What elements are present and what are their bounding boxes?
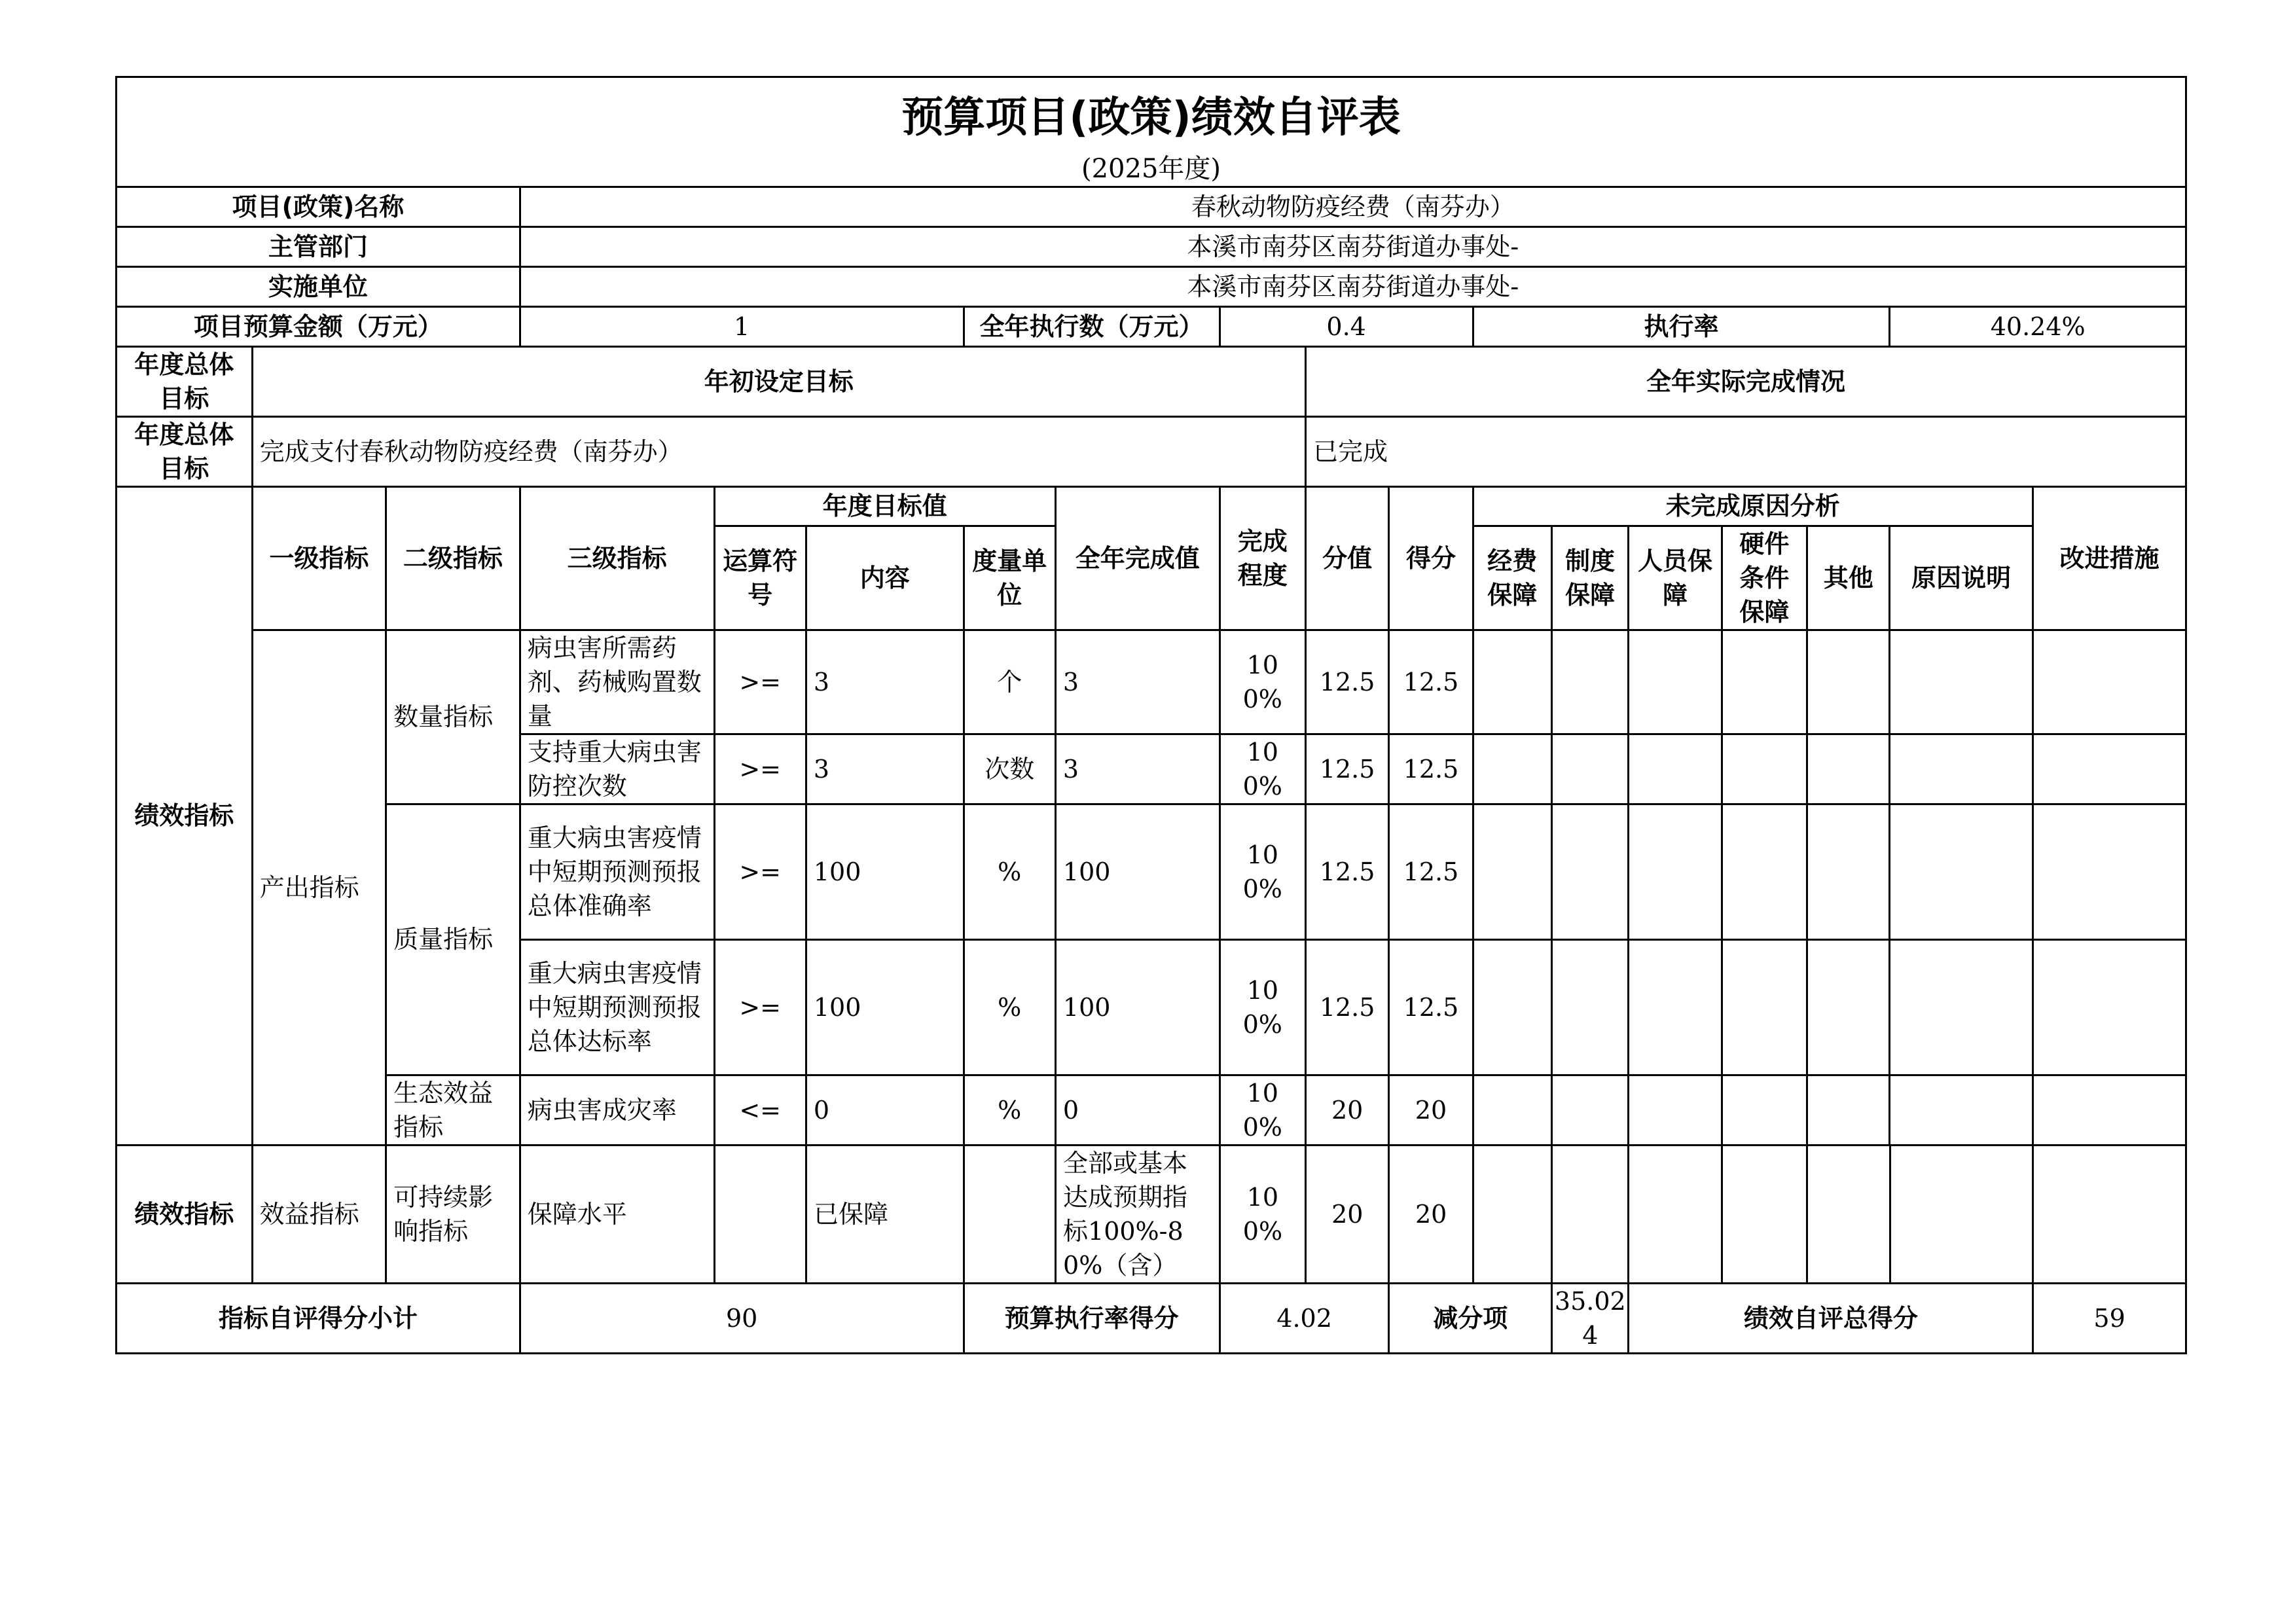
row-score: 12.5 — [1305, 734, 1388, 804]
empty-cell — [1551, 804, 1628, 939]
got-header: 得分 — [1389, 486, 1473, 630]
reason-funds-header: 经费保障 — [1473, 526, 1551, 630]
row-got: 12.5 — [1389, 630, 1473, 734]
empty-cell — [1890, 1075, 2033, 1145]
empty-cell — [1629, 1075, 1722, 1145]
evaluation-table-lower — [115, 1146, 2187, 1354]
total-value: 59 — [2033, 1283, 2186, 1353]
table-row — [117, 1075, 2186, 1145]
row-unit: % — [964, 939, 1055, 1075]
budget-score-label: 预算执行率得分 — [964, 1283, 1220, 1353]
row-got: 12.5 — [1389, 734, 1473, 804]
row-degree: 100% — [1220, 804, 1305, 939]
rate-label: 执行率 — [1473, 306, 1890, 346]
exec-value: 0.4 — [1220, 306, 1473, 346]
empty-cell — [1807, 939, 1890, 1075]
row-content: 100 — [806, 804, 964, 939]
reason-header: 未完成原因分析 — [1473, 486, 2033, 526]
year-label: (2025年度) — [117, 152, 2186, 187]
empty-cell — [1722, 630, 1807, 734]
row-got: 12.5 — [1389, 804, 1473, 939]
level1-header: 一级指标 — [252, 486, 386, 630]
unit-header: 度量单位 — [964, 526, 1055, 630]
actual-goal-header: 全年实际完成情况 — [1305, 346, 2186, 416]
row-unit: 个 — [964, 630, 1055, 734]
reason-system-header: 制度保障 — [1551, 526, 1628, 630]
actual-goal-value: 已完成 — [1305, 416, 2186, 486]
empty-cell — [1890, 734, 2033, 804]
empty-cell — [1551, 1075, 1628, 1145]
perf-indicator-label: 绩效指标 — [117, 486, 253, 1145]
empty-cell — [1722, 734, 1807, 804]
row-score: 20 — [1306, 1146, 1389, 1284]
row-l3: 保障水平 — [520, 1146, 714, 1284]
row-op — [714, 1146, 806, 1284]
empty-cell — [1722, 1075, 1807, 1145]
group-eco: 生态效益指标 — [386, 1075, 520, 1145]
subtotal-label: 指标自评得分小计 — [117, 1283, 520, 1353]
content-header: 内容 — [806, 526, 964, 630]
empty-cell — [2033, 734, 2186, 804]
row-degree: 100% — [1220, 939, 1305, 1075]
page-title: 预算项目(政策)绩效自评表 — [901, 94, 1401, 143]
row-op: >= — [714, 734, 806, 804]
budget-score-value: 4.02 — [1220, 1283, 1389, 1353]
empty-cell — [1629, 630, 1722, 734]
group-quality: 质量指标 — [386, 804, 520, 1075]
row-value: 0 — [1055, 1075, 1220, 1145]
exec-label: 全年执行数（万元） — [964, 306, 1220, 346]
target-value-header: 年度目标值 — [714, 486, 1055, 526]
complete-value-header: 全年完成值 — [1055, 486, 1220, 630]
empty-cell — [1807, 1075, 1890, 1145]
initial-goal-value: 完成支付春秋动物防疫经费（南芬办） — [252, 416, 1305, 486]
row-score: 20 — [1305, 1075, 1388, 1145]
empty-cell — [1807, 734, 1890, 804]
group-output: 产出指标 — [252, 630, 386, 1145]
row-content: 3 — [806, 734, 964, 804]
empty-cell — [2033, 1146, 2186, 1284]
row-content: 3 — [806, 630, 964, 734]
row-value: 全部或基本达成预期指标100%-80%（含） — [1056, 1146, 1220, 1284]
group-quantity: 数量指标 — [386, 630, 520, 804]
empty-cell — [2033, 630, 2186, 734]
row-l3: 支持重大病虫害防控次数 — [520, 734, 714, 804]
project-name-label: 项目(政策)名称 — [117, 187, 520, 226]
row-degree: 100% — [1220, 734, 1305, 804]
row-l3: 重大病虫害疫情中短期预测预报总体准确率 — [520, 804, 714, 939]
subtotal-value: 90 — [520, 1283, 964, 1353]
row-op: <= — [714, 1075, 806, 1145]
row-score: 12.5 — [1305, 804, 1388, 939]
goal-label-2: 年度总体目标 — [117, 416, 253, 486]
degree-header: 完成程度 — [1220, 486, 1305, 630]
reason-hardware-header: 硬件条件保障 — [1722, 526, 1807, 630]
empty-cell — [1890, 630, 2033, 734]
empty-cell — [1473, 1146, 1551, 1284]
budget-value: 1 — [520, 306, 964, 346]
empty-cell — [1722, 804, 1807, 939]
row-unit: % — [964, 804, 1055, 939]
empty-cell — [1807, 804, 1890, 939]
empty-cell — [1722, 1146, 1807, 1284]
empty-cell — [1807, 630, 1890, 734]
total-label: 绩效自评总得分 — [1629, 1283, 2033, 1353]
empty-cell — [1890, 939, 2033, 1075]
empty-cell — [1629, 1146, 1722, 1284]
level2-header: 二级指标 — [386, 486, 520, 630]
evaluation-table — [115, 76, 2187, 1146]
row-op: >= — [714, 630, 806, 734]
perf-indicator-label-2: 绩效指标 — [117, 1146, 253, 1284]
row-score: 12.5 — [1305, 630, 1388, 734]
table-row — [117, 804, 2186, 939]
row-op: >= — [714, 804, 806, 939]
row-value: 100 — [1055, 939, 1220, 1075]
row-l3: 重大病虫害疫情中短期预测预报总体达标率 — [520, 939, 714, 1075]
row-degree: 100% — [1220, 1075, 1305, 1145]
row-score: 12.5 — [1305, 939, 1388, 1075]
title-cell — [117, 77, 2186, 152]
reason-staff-header: 人员保障 — [1629, 526, 1722, 630]
deduct-value: 35.024 — [1552, 1283, 1629, 1353]
impl-label: 实施单位 — [117, 266, 520, 306]
empty-cell — [1551, 630, 1628, 734]
row-l3: 病虫害成灾率 — [520, 1075, 714, 1145]
footer-row — [117, 1283, 2186, 1353]
row-unit: 次数 — [964, 734, 1055, 804]
row-value: 100 — [1055, 804, 1220, 939]
row-unit — [964, 1146, 1055, 1284]
op-header: 运算符号 — [714, 526, 806, 630]
empty-cell — [1551, 939, 1628, 1075]
row-op: >= — [714, 939, 806, 1075]
row-got: 12.5 — [1389, 939, 1473, 1075]
reason-desc-header: 原因说明 — [1890, 526, 2033, 630]
empty-cell — [1473, 630, 1551, 734]
empty-cell — [1473, 804, 1551, 939]
score-header: 分值 — [1305, 486, 1388, 630]
empty-cell — [1473, 1075, 1551, 1145]
group-benefit: 效益指标 — [252, 1146, 386, 1284]
project-name-value: 春秋动物防疫经费（南芬办） — [520, 187, 2186, 226]
empty-cell — [1552, 1146, 1629, 1284]
reason-other-header: 其他 — [1807, 526, 1890, 630]
dept-value: 本溪市南芬区南芬街道办事处- — [520, 226, 2186, 266]
performance-self-evaluation-sheet — [115, 76, 2187, 1350]
empty-cell — [1473, 939, 1551, 1075]
empty-cell — [2033, 939, 2186, 1075]
table-row — [117, 1146, 2186, 1284]
rate-value: 40.24% — [1890, 306, 2186, 346]
row-value: 3 — [1055, 734, 1220, 804]
row-content: 0 — [806, 1075, 964, 1145]
row-l3: 病虫害所需药剂、药械购置数量 — [520, 630, 714, 734]
row-content: 100 — [806, 939, 964, 1075]
row-degree: 100% — [1220, 1146, 1305, 1284]
table-row — [117, 630, 2186, 734]
empty-cell — [1722, 939, 1807, 1075]
level3-header: 三级指标 — [520, 486, 714, 630]
dept-label: 主管部门 — [117, 226, 520, 266]
empty-cell — [1807, 1146, 1890, 1284]
row-got: 20 — [1389, 1146, 1473, 1284]
empty-cell — [2033, 804, 2186, 939]
budget-label: 项目预算金额（万元） — [117, 306, 520, 346]
empty-cell — [1629, 804, 1722, 939]
improve-header: 改进措施 — [2033, 486, 2186, 630]
initial-goal-header: 年初设定目标 — [252, 346, 1305, 416]
deduct-label: 减分项 — [1389, 1283, 1552, 1353]
group-sustain: 可持续影响指标 — [386, 1146, 520, 1284]
empty-cell — [1890, 804, 2033, 939]
row-got: 20 — [1389, 1075, 1473, 1145]
goal-label: 年度总体目标 — [117, 346, 253, 416]
empty-cell — [1551, 734, 1628, 804]
empty-cell — [2033, 1075, 2186, 1145]
row-value: 3 — [1055, 630, 1220, 734]
empty-cell — [1473, 734, 1551, 804]
empty-cell — [1629, 734, 1722, 804]
empty-cell — [1629, 939, 1722, 1075]
impl-value: 本溪市南芬区南芬街道办事处- — [520, 266, 2186, 306]
empty-cell — [1890, 1146, 2033, 1284]
row-content: 已保障 — [806, 1146, 964, 1284]
row-degree: 100% — [1220, 630, 1305, 734]
row-unit: % — [964, 1075, 1055, 1145]
